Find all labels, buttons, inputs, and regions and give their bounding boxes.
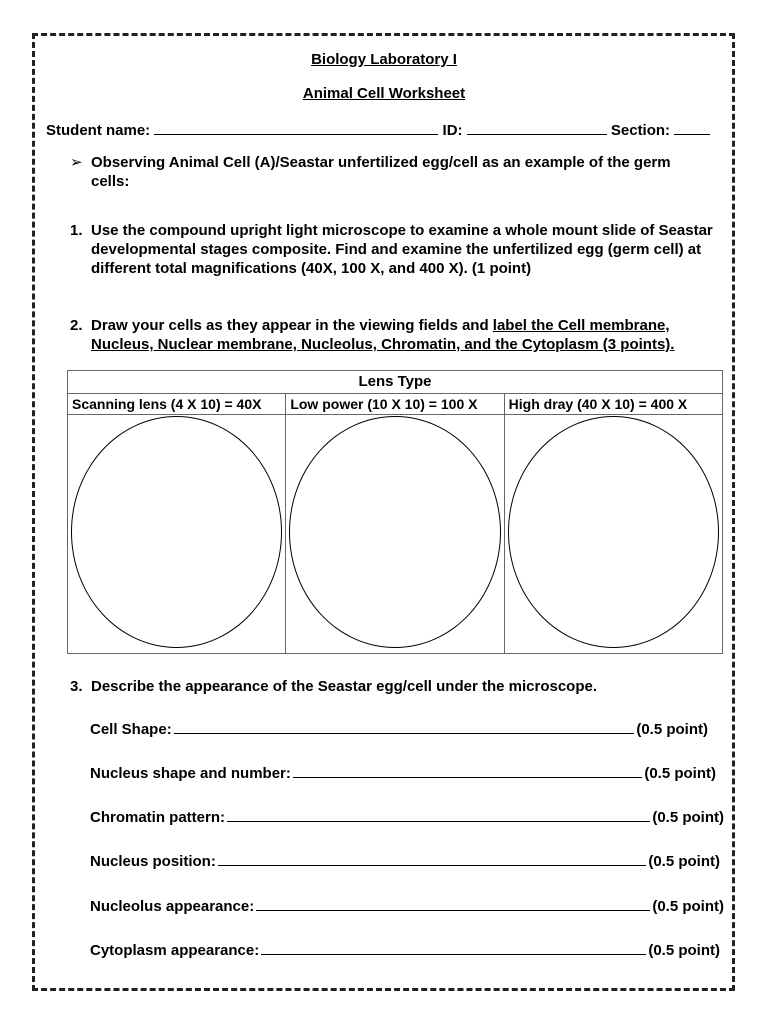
answer-row-cytoplasm [90, 941, 720, 960]
q2-text-underlined: label the Cell membrane, Nucleus, Nuclear membrane, Nucleolus, Chromatin, and the Cytoplasm (3 points). [91, 317, 675, 353]
viewing-field-circle[interactable] [508, 416, 719, 648]
worksheet-title: Animal Cell Worksheet [302, 85, 466, 102]
answer-label: Nucleolus appearance: [90, 898, 255, 915]
student-name-label: Student name: [46, 122, 151, 139]
lens-column-high-dry [505, 394, 722, 654]
answer-blank[interactable] [256, 898, 650, 911]
answer-points: (0.5 point) [644, 765, 716, 782]
lens-type-table [67, 370, 723, 654]
intro-text: Observing Animal Cell (A)/Seastar unfertilized egg/cell as an example of the germ cells: [91, 154, 671, 190]
answer-label: Nucleus shape and number: [90, 765, 291, 782]
lens-table-columns [68, 394, 722, 654]
student-info-line [46, 120, 710, 140]
q3-number: 3. [70, 678, 83, 695]
viewing-field-circle[interactable] [71, 416, 282, 648]
answer-points: (0.5 point) [652, 809, 724, 826]
answer-blank[interactable] [218, 853, 646, 866]
answer-label: Cell Shape: [90, 721, 172, 738]
answer-points: (0.5 point) [636, 721, 708, 738]
answer-points: (0.5 point) [652, 898, 724, 915]
lens-column-scanning [68, 394, 286, 654]
lens-column-label: Low power (10 X 10) = 100 X [286, 394, 503, 415]
answer-label: Chromatin pattern: [90, 809, 225, 826]
q2-number: 2. [70, 317, 83, 334]
q3-text: Describe the appearance of the Seastar egg/cell under the microscope. [91, 678, 598, 695]
section-label: Section: [610, 122, 671, 139]
lens-column-label: Scanning lens (4 X 10) = 40X [68, 394, 285, 415]
answer-points: (0.5 point) [648, 853, 720, 870]
q1-number: 1. [70, 222, 83, 239]
student-name-field[interactable] [154, 120, 438, 135]
q1-text: Use the compound upright light microscope to examine a whole mount slide of Seastar developmental stages composite. Find and examine the unfertilized egg (germ cell) at different total magnifications (40X, 100 X, and 400 X). (1 point) [91, 222, 713, 277]
section-field[interactable] [674, 120, 710, 135]
answer-points: (0.5 point) [648, 942, 720, 959]
course-title: Biology Laboratory I [311, 51, 457, 68]
lens-table-header: Lens Type [68, 371, 722, 394]
lens-column-label: High dray (40 X 10) = 400 X [505, 394, 722, 415]
answer-blank[interactable] [261, 942, 646, 955]
answer-row-chromatin [90, 808, 724, 827]
answer-blank[interactable] [227, 809, 650, 822]
answer-row-cell-shape [90, 720, 708, 739]
id-label: ID: [442, 122, 463, 139]
lens-column-low-power [286, 394, 504, 654]
answer-row-nucleus-shape [90, 764, 716, 783]
intro-bullet: ➢ [70, 154, 83, 171]
answer-row-nucleus-position [90, 852, 720, 871]
q2-text-plain: Draw your cells as they appear in the viewing fields and [91, 317, 493, 334]
answer-blank[interactable] [293, 765, 642, 778]
answer-row-nucleolus [90, 897, 724, 916]
answer-label: Nucleus position: [90, 853, 216, 870]
q2-text [91, 316, 711, 354]
id-field[interactable] [467, 120, 607, 135]
answer-label: Cytoplasm appearance: [90, 942, 260, 959]
answer-blank[interactable] [174, 721, 635, 734]
viewing-field-circle[interactable] [289, 416, 500, 648]
